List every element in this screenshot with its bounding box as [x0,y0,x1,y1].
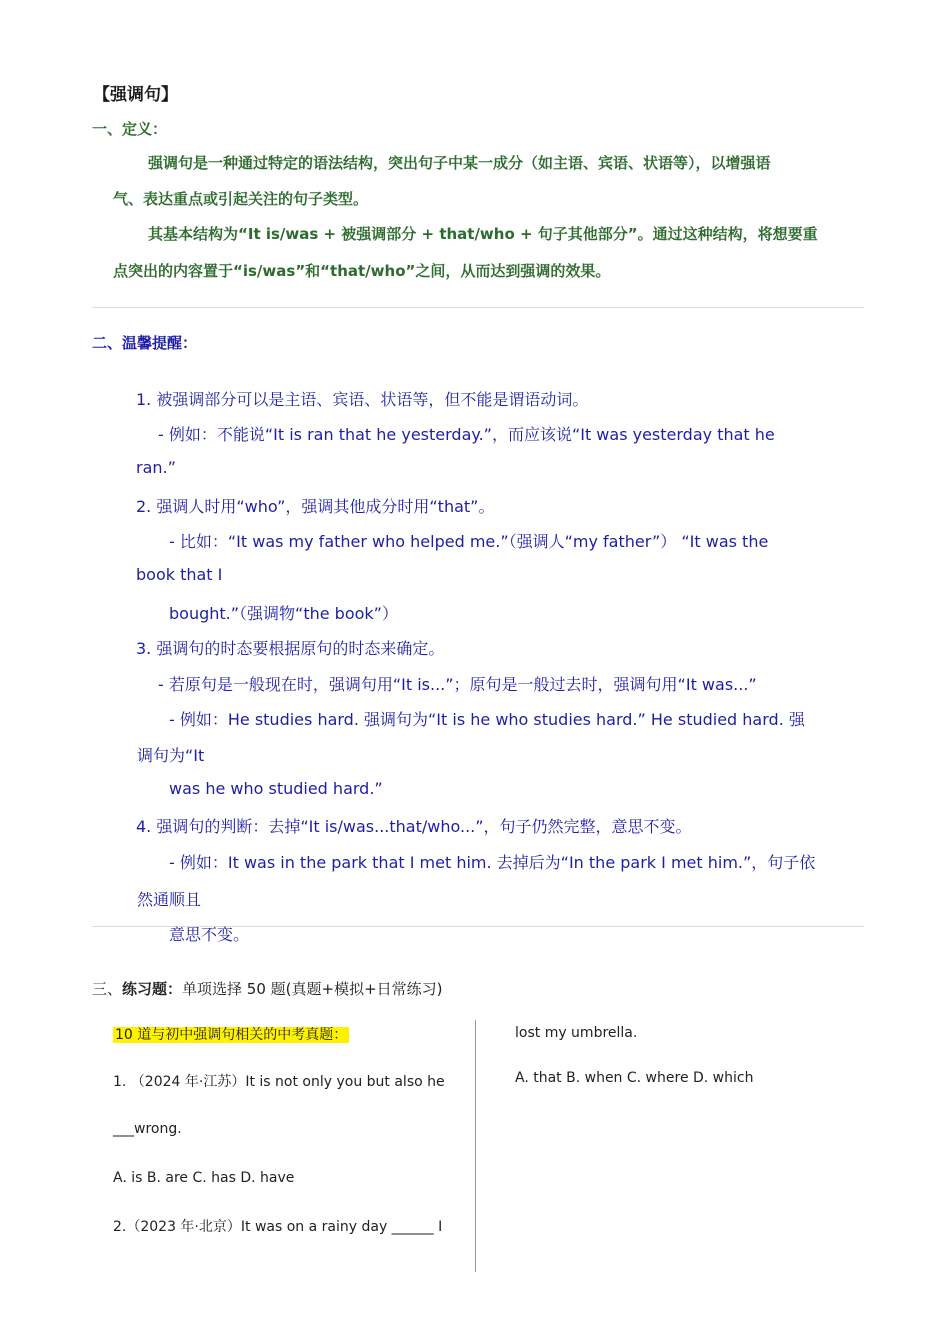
tip-line: was he who studied hard.” [169,779,383,798]
tip-line: 3. 强调句的时态要根据原句的时态来确定。 [136,639,445,658]
tip-line: - 例如：It was in the park that I met him. 去掉后为“In the park I met him.”，句子依 [169,853,816,872]
question-1-options: A. is B. are C. has D. have [113,1170,295,1186]
section-number: 三、 [92,980,123,998]
section-divider [92,307,864,308]
question-1-stem: 1. （2024 年·江苏）It is not only you but also he [113,1074,445,1090]
tip-line: book that I [136,565,223,584]
tip-line: 2. 强调人时用“who”，强调其他成分时用“that”。 [136,497,495,516]
tip-line: bought.”（强调物“the book”） [169,604,398,623]
tip-line: - 比如：“It was my father who helped me.”（强调人“my father”） “It was the [169,532,769,551]
question-1-blank-line: ___wrong. [113,1121,182,1137]
section-label: 练习题： [122,980,183,998]
definition-para2-line2: 点突出的内容置于“is/was”和“that/who”之间，从而达到强调的效果。 [113,262,611,280]
tip-line: 调句为“It [137,746,205,765]
tip-line: - 例如：不能说“It is ran that he yesterday.”，而应该说“It was yesterday that he [158,425,775,444]
tip-line: 1. 被强调部分可以是主语、宾语、状语等，但不能是谓语动词。 [136,390,589,409]
section-exercises-heading [92,978,443,999]
definition-para1-line1: 强调句是一种通过特定的语法结构，突出句子中某一成分（如主语、宾语、状语等），以增强语 [148,154,771,172]
tip-line: - 例如：He studies hard. 强调句为“It is he who studies hard.” He studied hard. 强 [169,710,805,729]
question-2-stem: 2.（2023 年·北京）It was on a rainy day ______ I [113,1219,443,1235]
exam-questions-subheading [113,1024,349,1044]
section-description: 单项选择 50 题(真题+模拟+日常练习) [182,980,443,998]
tip-line: 意思不变。 [169,925,250,944]
section-definition-heading: 一、定义： [92,120,168,138]
definition-para1-line2: 气、表达重点或引起关注的句子类型。 [113,190,369,208]
tip-line: 然通顺且 [137,890,202,909]
question-2-continued: lost my umbrella. [515,1025,638,1041]
question-2-options: A. that B. when C. where D. which [515,1070,754,1086]
highlighted-text: 10 道与初中强调句相关的中考真题： [115,1027,348,1043]
page-title: 【强调句】 [93,85,178,105]
definition-para2-line1: 其基本结构为“It is/was + 被强调部分 + that/who + 句子其他部分”。通过这种结构，将想要重 [148,225,818,243]
tip-line: ran.” [136,458,176,477]
tip-line: - 若原句是一般现在时，强调句用“It is...”；原句是一般过去时，强调句用“It was...” [158,675,757,694]
column-divider [475,1020,476,1272]
section-tips-heading: 二、温馨提醒： [92,334,198,352]
tip-line: 4. 强调句的判断：去掉“It is/was...that/who...”，句子仍然完整，意思不变。 [136,817,692,836]
